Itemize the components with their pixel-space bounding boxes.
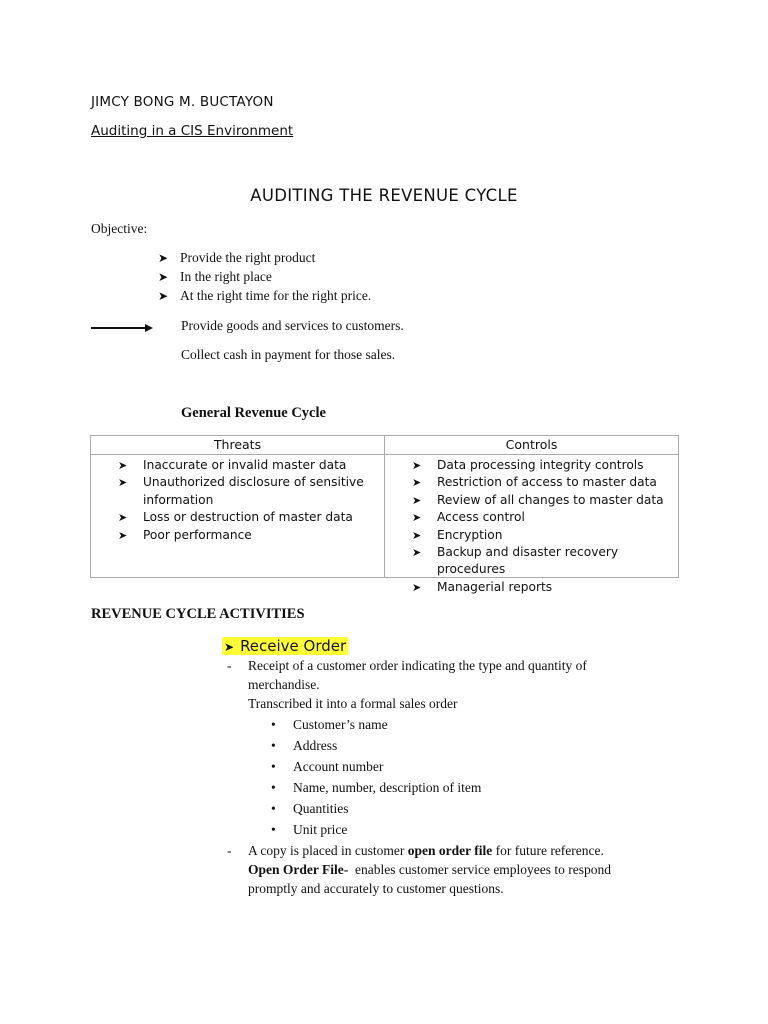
- section-title: REVENUE CYCLE ACTIVITIES: [91, 606, 305, 622]
- threat-item: ➤ Unauthorized disclosure of sensitive information: [118, 475, 364, 507]
- order-field: Name, number, description of item: [293, 780, 482, 795]
- arrowhead-bullet-icon: ➤: [224, 640, 235, 654]
- arrowhead-bullet-icon: ➤: [118, 476, 128, 490]
- paragraph-line: Receipt of a customer order indicating the type and quantity of: [248, 658, 587, 673]
- order-field: Customer’s name: [293, 717, 388, 732]
- author-name: JIMCY BONG M. BUCTAYON: [91, 94, 274, 110]
- threat-item: ➤ Inaccurate or invalid master data: [91, 457, 384, 474]
- arrowhead-bullet-icon: ➤: [412, 511, 422, 525]
- bullet-dot-icon: •: [271, 759, 276, 774]
- bullet-dot-icon: •: [271, 801, 276, 816]
- order-field: Unit price: [293, 822, 348, 837]
- control-item: ➤ Managerial reports: [385, 579, 678, 596]
- right-arrow-icon: [91, 322, 153, 334]
- dash-marker: -: [227, 658, 232, 673]
- threat-item: ➤ Loss or destruction of master data: [91, 509, 384, 526]
- threat-item: ➤ Poor performance: [91, 527, 384, 544]
- controls-header: Controls: [385, 436, 678, 455]
- arrowhead-bullet-icon: ➤: [412, 528, 422, 542]
- bullet-dot-icon: •: [271, 780, 276, 795]
- threats-column: [91, 436, 385, 577]
- arrowhead-bullet-icon: ➤: [412, 476, 422, 490]
- order-field: Address: [293, 738, 338, 753]
- arrowhead-bullet-icon: ➤: [118, 511, 128, 525]
- paragraph-line: promptly and accurately to customer questions.: [248, 881, 504, 896]
- arrowhead-bullet-icon: ➤: [158, 289, 169, 303]
- goal-text: Provide goods and services to customers.: [181, 318, 404, 333]
- document-title: AUDITING THE REVENUE CYCLE: [250, 186, 518, 205]
- arrowhead-bullet-icon: ➤: [412, 459, 422, 472]
- bullet-dot-icon: •: [271, 717, 276, 732]
- arrowhead-bullet-icon: ➤: [158, 270, 169, 284]
- paragraph-line: A copy is placed in customer open order file for future reference.: [248, 843, 604, 858]
- receive-order-heading: ➤ Receive Order: [224, 637, 347, 655]
- threats-header: Threats: [91, 436, 384, 455]
- goal-text: Collect cash in payment for those sales.: [181, 347, 396, 362]
- objective-bullet: ➤ At the right time for the right price.: [158, 288, 372, 303]
- control-item: ➤ Backup and disaster recovery procedures: [412, 545, 619, 577]
- order-field: Quantities: [293, 801, 349, 816]
- arrowhead-bullet-icon: ➤: [412, 546, 422, 560]
- control-item: ➤ Data processing integrity controls: [385, 457, 678, 474]
- arrowhead-bullet-icon: ➤: [412, 580, 422, 594]
- bullet-dot-icon: •: [271, 738, 276, 753]
- objective-label: Objective:: [91, 221, 148, 236]
- paragraph-line: Transcribed it into a formal sales order: [248, 696, 458, 711]
- arrowhead-bullet-icon: ➤: [158, 251, 169, 265]
- control-item: ➤ Encryption: [385, 527, 678, 544]
- paragraph-line: Open Order File- enables customer service employees to respond: [248, 862, 612, 877]
- bullet-dot-icon: •: [271, 822, 276, 837]
- arrowhead-bullet-icon: ➤: [118, 459, 128, 472]
- objective-bullet: ➤ Provide the right product: [158, 250, 316, 265]
- control-item: ➤ Restriction of access to master data: [385, 474, 678, 491]
- arrowhead-bullet-icon: ➤: [118, 528, 128, 542]
- section-title: General Revenue Cycle: [181, 405, 326, 421]
- arrowhead-bullet-icon: ➤: [412, 493, 422, 507]
- order-field: Account number: [293, 759, 384, 774]
- control-item: ➤ Access control: [385, 509, 678, 526]
- threats-controls-table: [90, 435, 679, 594]
- control-item: ➤ Review of all changes to master data: [385, 492, 678, 509]
- paragraph-line: merchandise.: [248, 677, 320, 692]
- objective-bullet: ➤ In the right place: [158, 269, 272, 284]
- controls-column: [385, 436, 678, 594]
- course-title: Auditing in a CIS Environment: [91, 123, 294, 139]
- dash-marker: -: [227, 843, 232, 858]
